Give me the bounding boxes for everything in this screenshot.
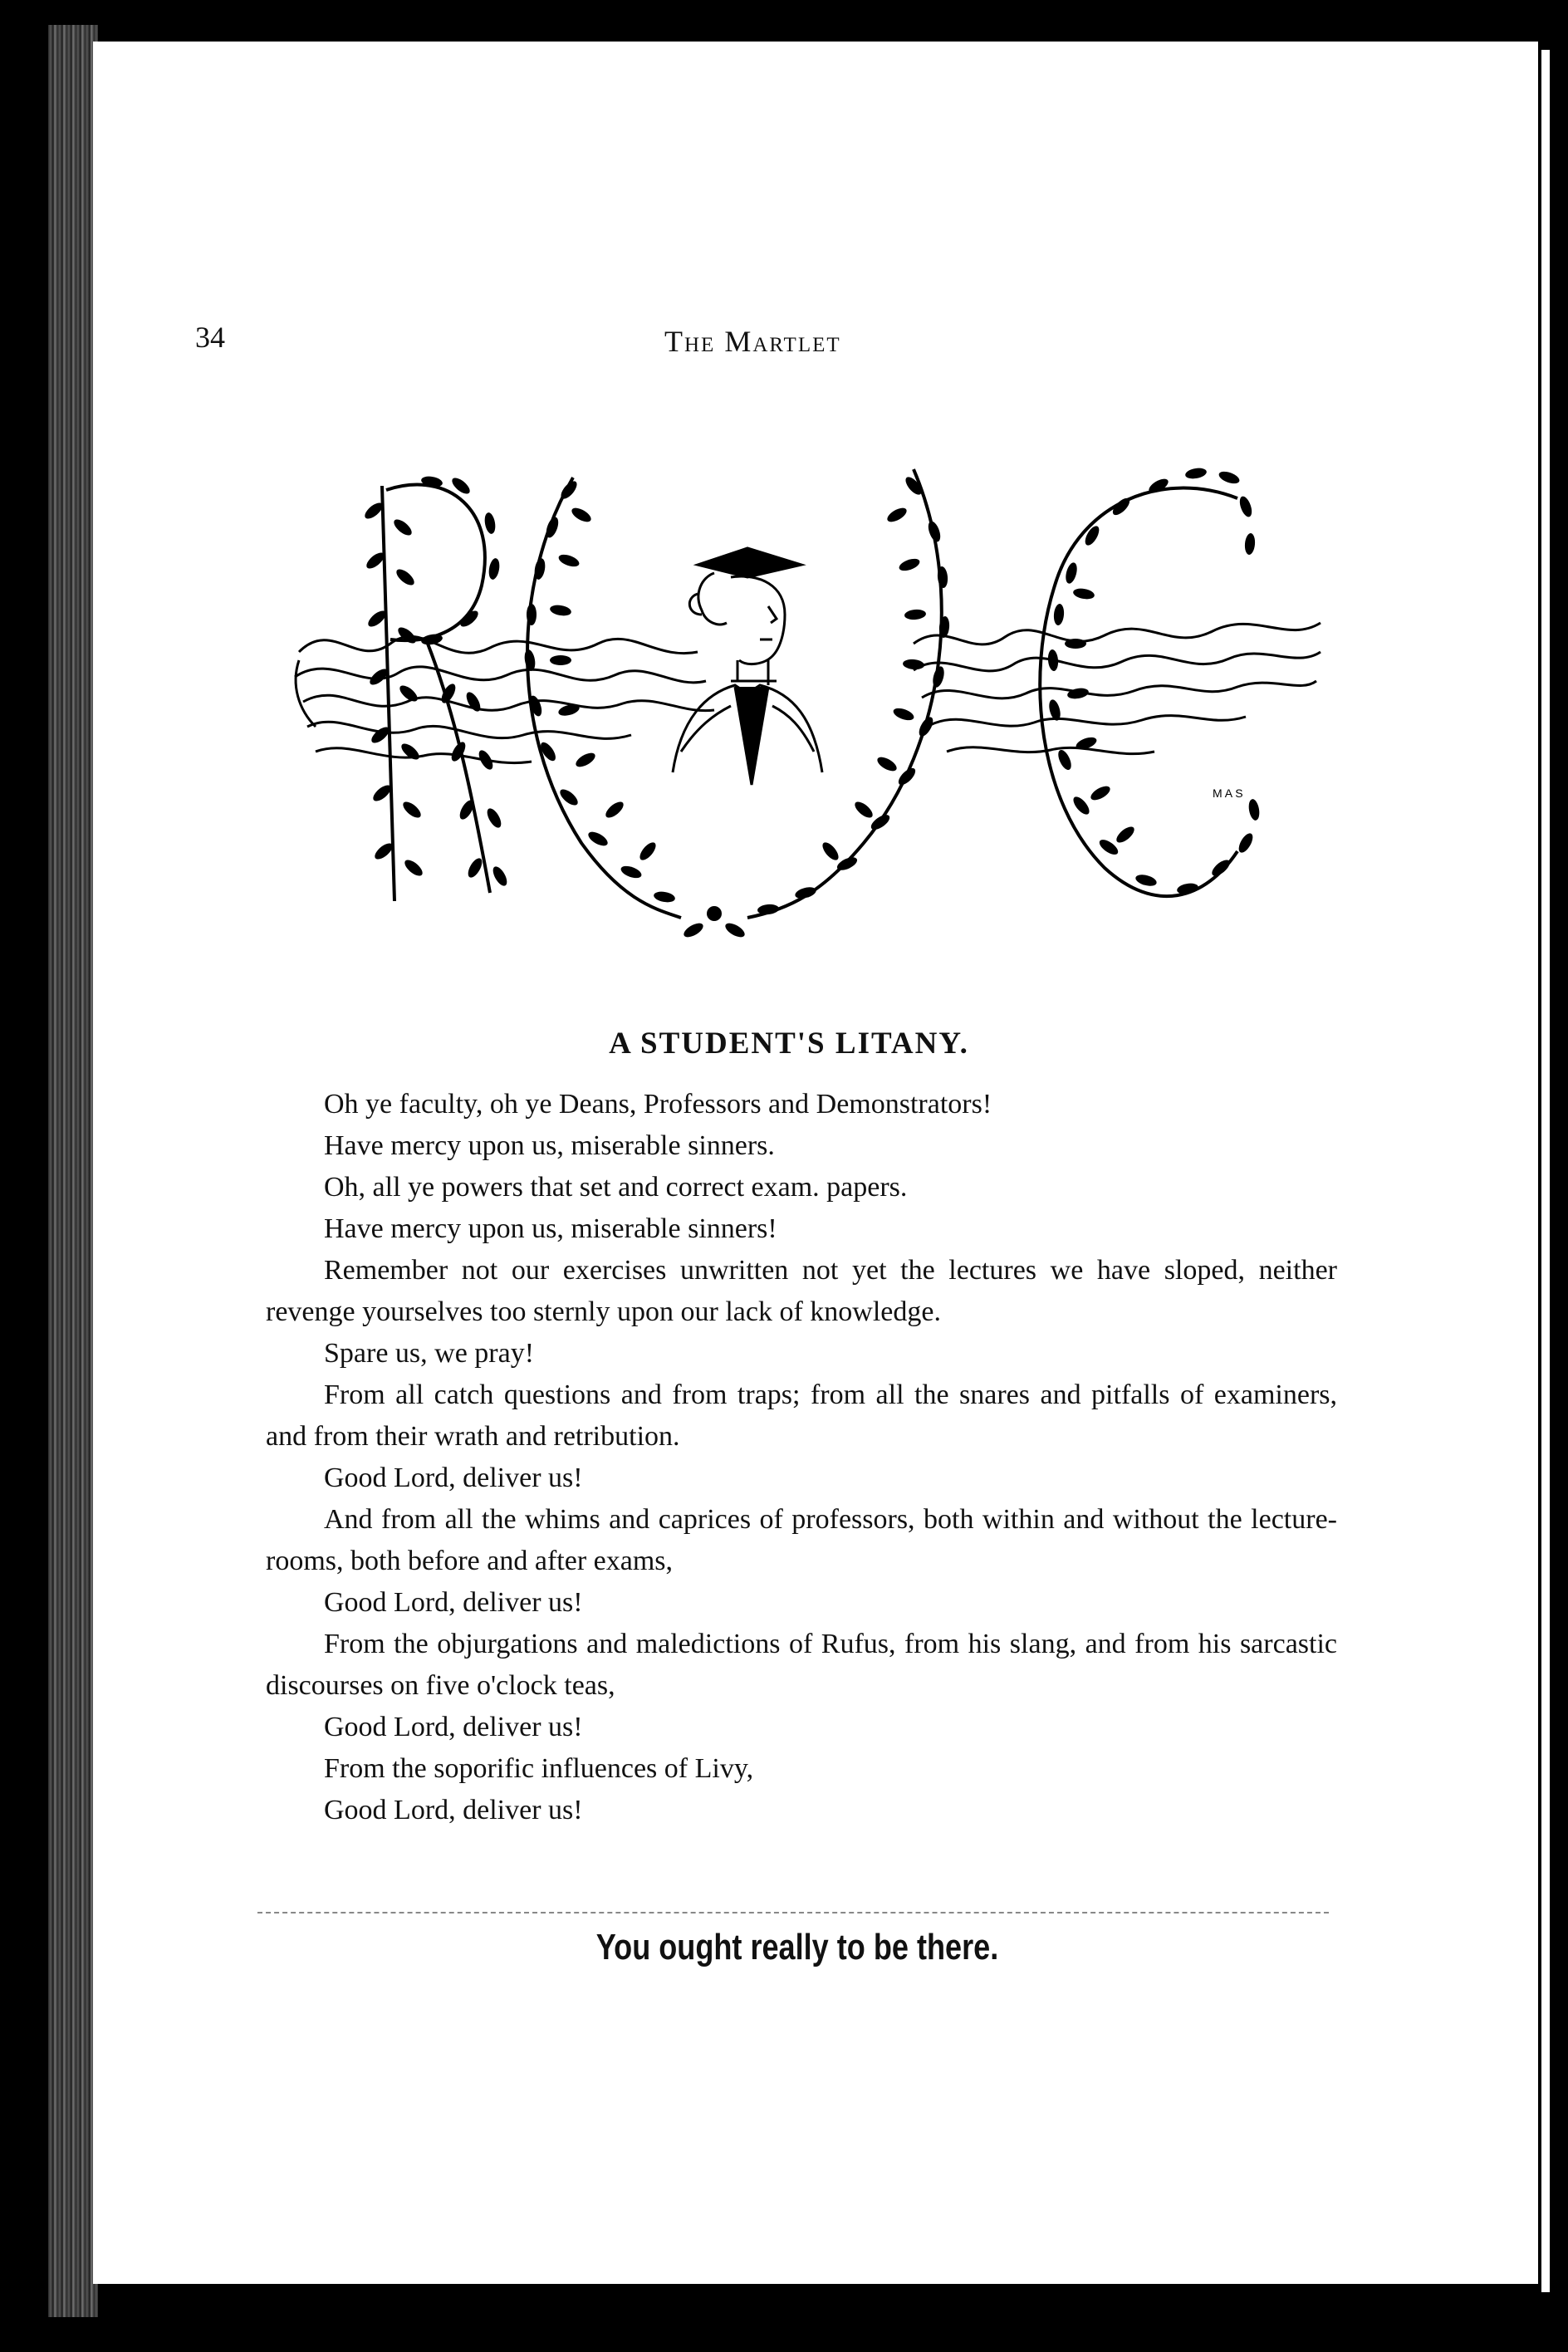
litany-response: Good Lord, deliver us! <box>324 1795 583 1825</box>
litany-line: From all catch questions and from traps; from all the snares and pitfalls of examiners, and from their wrath and retribution. <box>266 1379 1337 1452</box>
wavy-band-left <box>295 636 714 762</box>
footer-slogan: You ought really to be there. <box>595 1927 999 1967</box>
litany-response: Good Lord, deliver us! <box>324 1463 583 1493</box>
litany-response: Good Lord, deliver us! <box>324 1712 583 1742</box>
rvc-monogram-illustration <box>282 453 1345 951</box>
laurel-leaves-c <box>1047 467 1261 895</box>
litany-response: Have mercy upon us, miserable sinners. <box>324 1130 775 1161</box>
laurel-letter-v <box>527 469 942 918</box>
facing-page-edge <box>1538 50 1550 2292</box>
wavy-band-right <box>914 623 1321 754</box>
litany-line: From the soporific influences of Livy, <box>324 1753 754 1784</box>
litany-line: From the objurgations and maledictions of Rufus, from his slang, and from his sarcastic discourses on five o'clock teas, <box>266 1629 1337 1701</box>
book-spine <box>48 25 98 2317</box>
article-title: A STUDENT'S LITANY. <box>609 1027 969 1061</box>
litany-line: Remember not our exercises unwritten not yet the lectures we have sloped, neither revenge yourselves too sternly upon our lack of knowledge. <box>266 1255 1337 1327</box>
litany-response: Have mercy upon us, miserable sinners! <box>324 1213 777 1244</box>
divider-rule <box>257 1912 1329 1913</box>
graduate-portrait <box>673 548 822 785</box>
litany-response: Good Lord, deliver us! <box>324 1587 583 1618</box>
laurel-letter-r <box>382 485 490 901</box>
artist-initials: M A S <box>1213 786 1243 800</box>
litany-body <box>266 1084 1337 1831</box>
litany-response: Spare us, we pray! <box>324 1338 535 1369</box>
page-number: 34 <box>195 321 225 354</box>
litany-line: Oh, all ye powers that set and correct exam. papers. <box>324 1172 908 1203</box>
running-head: The Martlet <box>664 325 841 358</box>
litany-line: And from all the whims and caprices of professors, both within and without the lecture-rooms, both before and after exams, <box>266 1504 1337 1576</box>
litany-line: Oh ye faculty, oh ye Deans, Professors and Demonstrators! <box>324 1089 992 1120</box>
